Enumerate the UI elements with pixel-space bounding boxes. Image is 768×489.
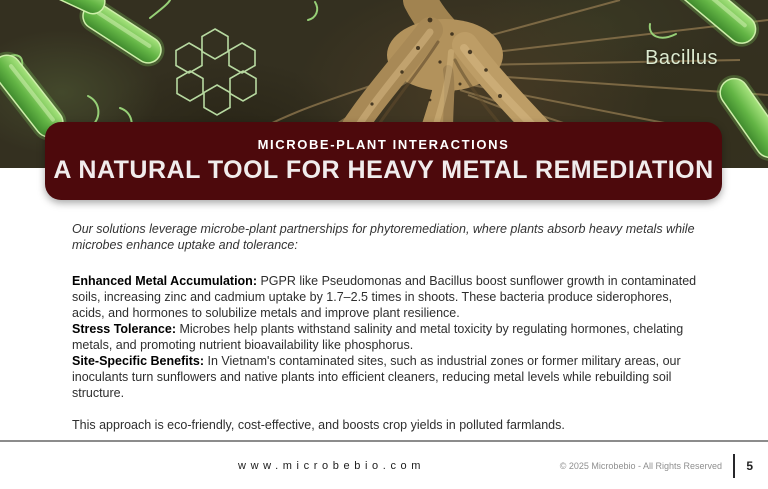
- section-text: In Vietnam's contaminated sites, such as industrial zones or former military areas, our inoculants turn sunflowers and native plants into efficient cleaners, reducing metal levels while rebuilding soil structure.: [72, 354, 681, 400]
- title-banner: [45, 122, 722, 200]
- section-label: Enhanced Metal Accumulation:: [72, 274, 257, 288]
- section-text: PGPR like Pseudomonas and Bacillus boost sunflower growth in contaminated soils, increasing zinc and cadmium uptake by 1.7–2.5 times in shoots. These bacteria produce siderophores, acids, and hormones to solubilize metals and improve plant resilience.: [72, 274, 697, 320]
- bacteria-rod-icon: [667, 0, 762, 49]
- page-number: 5: [746, 458, 753, 473]
- website-url: www.microbebio.com: [238, 459, 426, 472]
- footer: [0, 440, 768, 489]
- section-text: Microbes help plants withstand salinity and metal toxicity by regulating hormones, chelating metals, and promoting nutrient bioavailability like phosphorus.: [72, 322, 684, 352]
- page-number-divider: [733, 454, 735, 478]
- benefit-sections: [72, 273, 702, 401]
- section-stress-tolerance: [72, 321, 702, 353]
- section-site-specific-benefits: [72, 353, 702, 401]
- section-enhanced-metal-accumulation: [72, 273, 702, 321]
- bacillus-caption: Bacillus: [645, 47, 718, 69]
- intro-paragraph: Our solutions leverage microbe-plant partnerships for phytoremediation, where plants absorb heavy metals while microbes enhance uptake and tolerance:: [72, 222, 695, 252]
- bacteria-rod-icon: [715, 73, 768, 163]
- section-label: Site-Specific Benefits:: [72, 354, 204, 368]
- section-label: Stress Tolerance:: [72, 322, 176, 336]
- hexagon-cluster-icon: [176, 29, 256, 115]
- banner-kicker: MICROBE-PLANT INTERACTIONS: [257, 137, 510, 152]
- closing-paragraph: This approach is eco-friendly, cost-effective, and boosts crop yields in polluted farmlands.: [72, 418, 565, 432]
- page-title: A NATURAL TOOL FOR HEAVY METAL REMEDIATION: [53, 156, 714, 184]
- body-content: [72, 221, 702, 433]
- copyright-text: © 2025 Microbebio - All Rights Reserved: [559, 460, 722, 471]
